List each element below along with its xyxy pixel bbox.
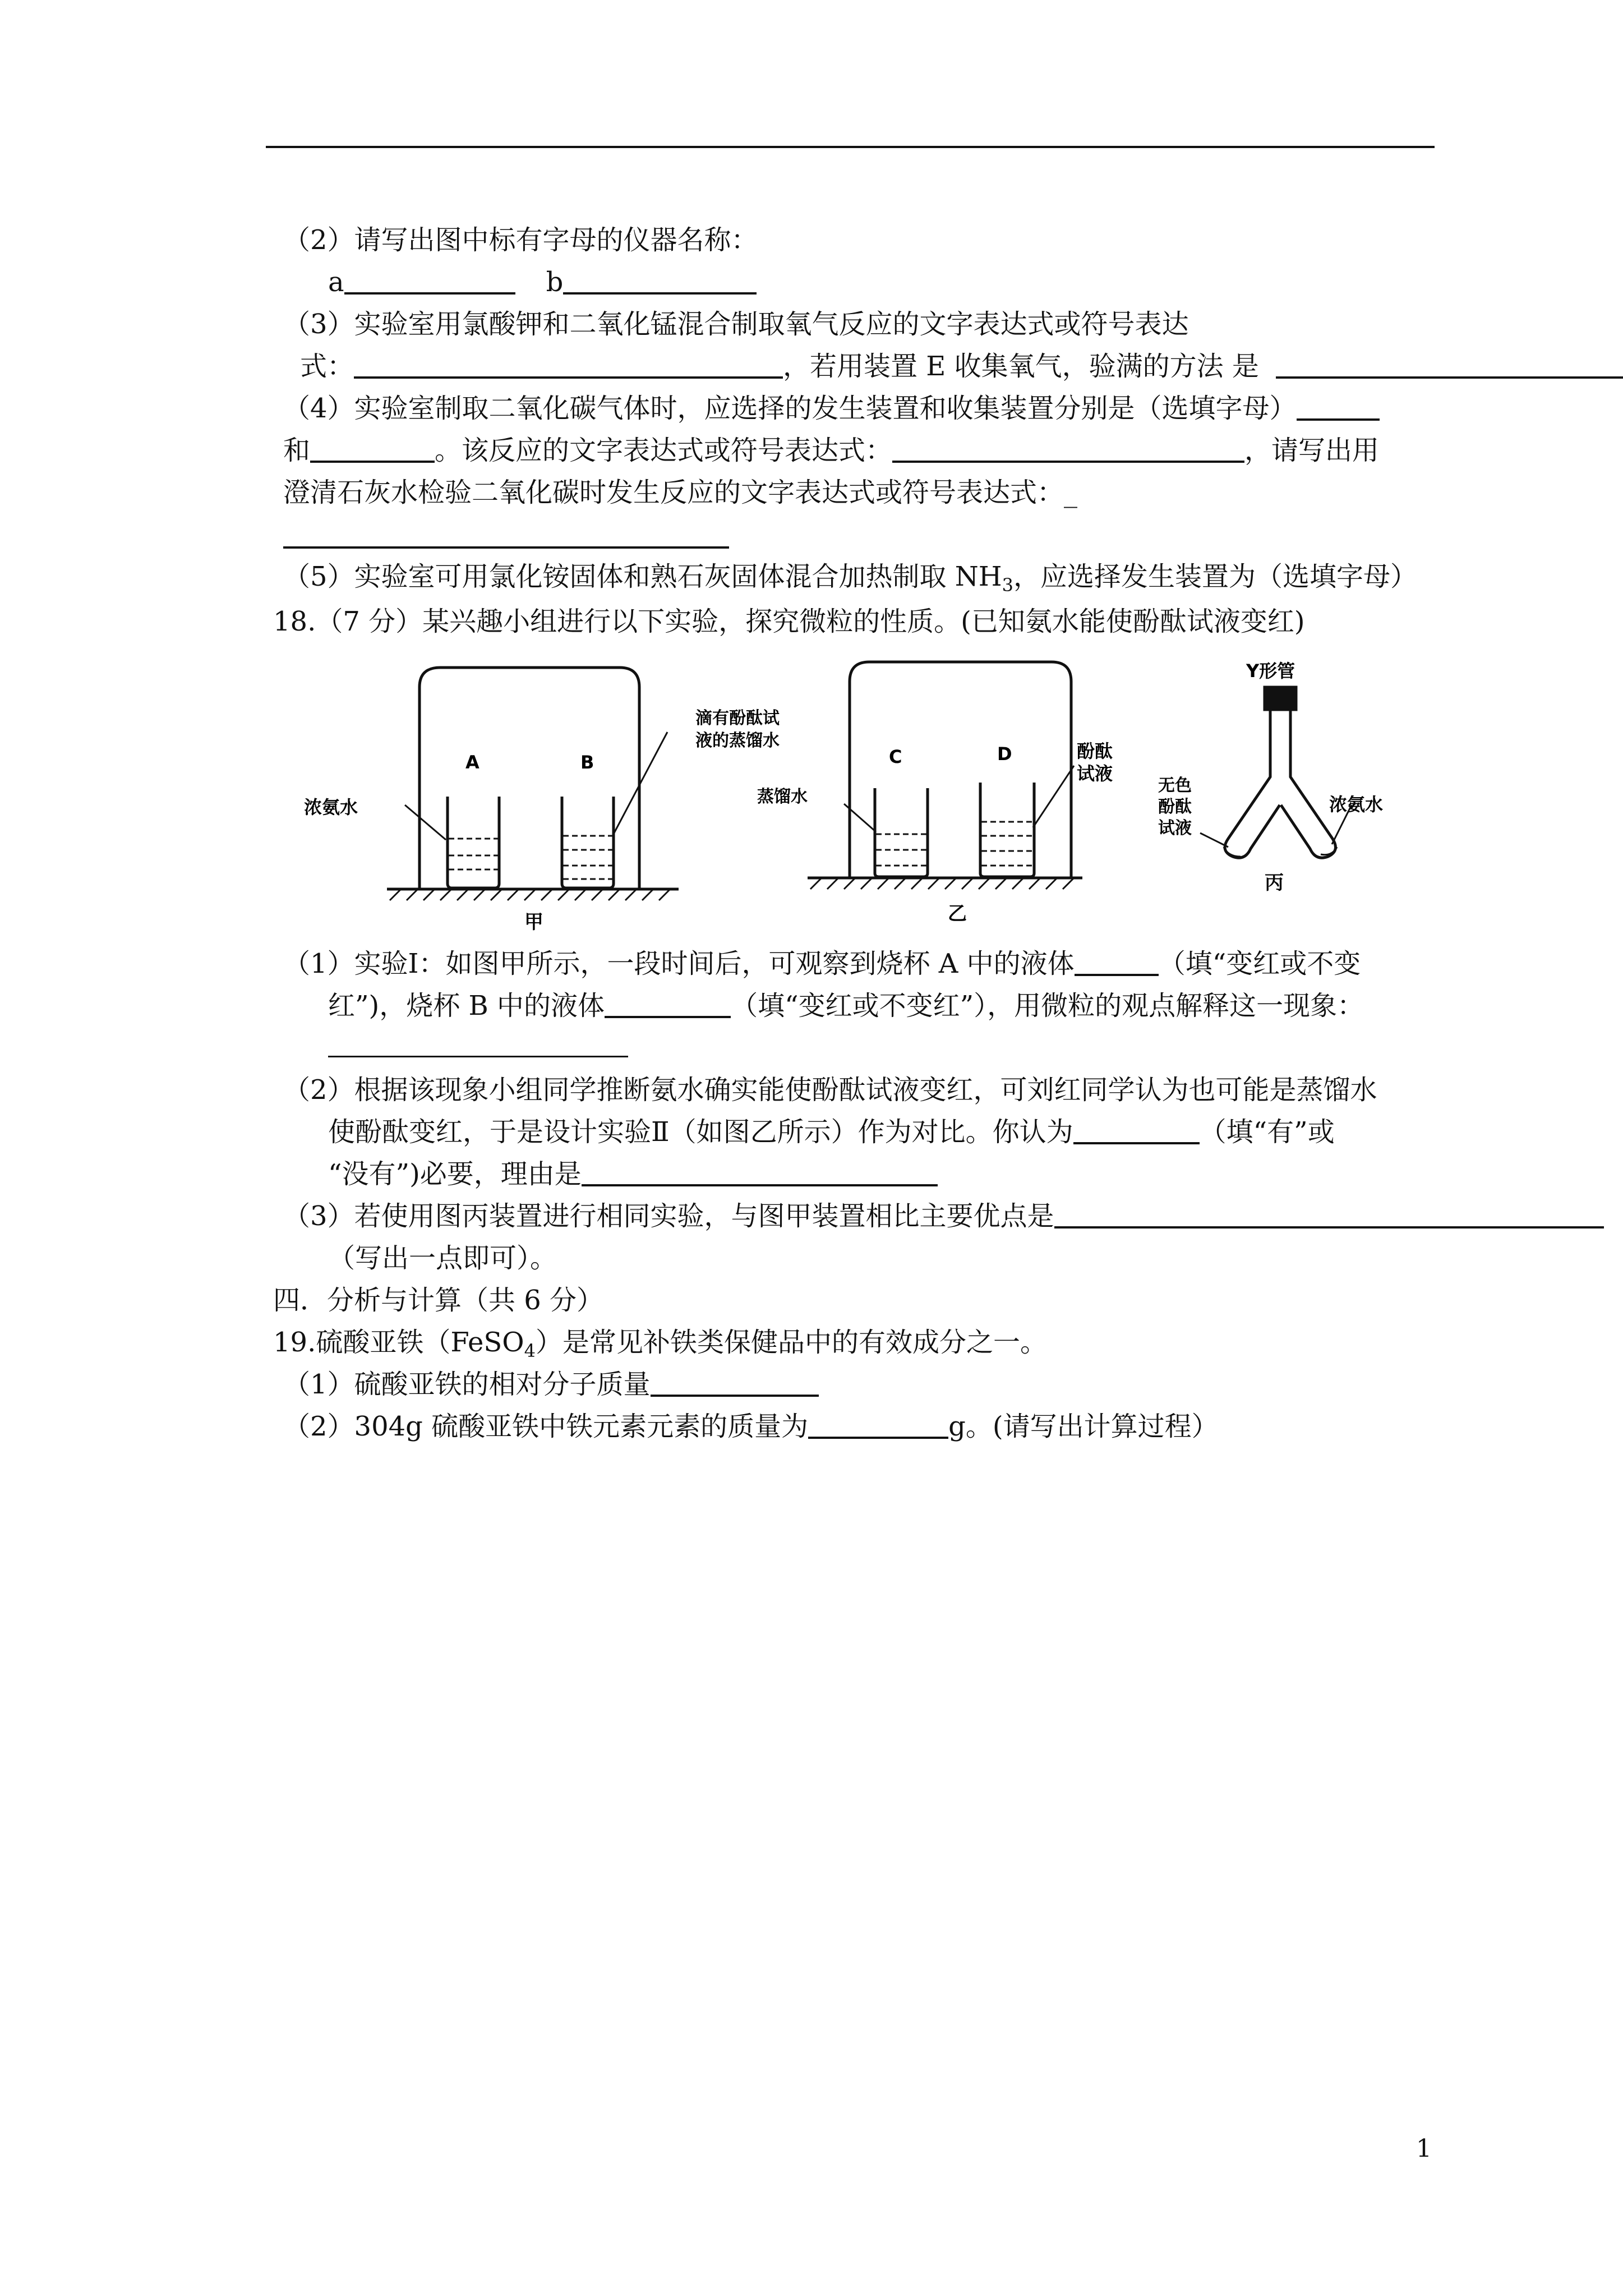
blank-equation-co2[interactable]: [892, 436, 1244, 463]
q18-part2-line1: （2）根据该现象小组同学推断氨水确实能使酚酞试液变红，可刘红同学认为也可能是蒸馏水: [283, 1074, 1377, 1106]
q18-header: 18.（7 分）某兴趣小组进行以下实验，探究微粒的性质。(已知氨水能使酚酞试液变红): [273, 606, 1305, 637]
q17-part4-line1: （4）实验室制取二氧化碳气体时，应选择的发生装置和收集装置分别是（选填字母）: [283, 392, 1380, 425]
caption-bing: 丙: [1265, 872, 1284, 894]
blank-molar-mass[interactable]: [651, 1370, 819, 1397]
q17-part4-line2: 和 。该反应的文字表达式或符号表达式： ，请写出用: [283, 435, 1380, 466]
q17-part3-line1: （3）实验室用氯酸钾和二氧化锰混合制取氧气反应的文字表达式或符号表达: [283, 309, 1189, 340]
q19-stem: 19.硫酸亚铁（FeSO$_4$）是常见补铁类保健品中的有效成分之一。: [273, 1327, 1048, 1361]
q17-part5: （5）实验室可用氯化铵固体和熟石灰固体混合加热制取 $NH_3$，应选择发生装置为（选填字母）: [283, 561, 1418, 596]
label-phenol-water-2: 液的蒸馏水: [695, 731, 780, 751]
q18-part2-line2: 使酚酞变红，于是设计实验Ⅱ（如图乙所示）作为对比。你认为 （填“有”或: [328, 1116, 1335, 1148]
blank-equation-o2[interactable]: [354, 352, 783, 379]
beaker-d-label: D: [997, 743, 1012, 765]
experiment-figure: [297, 654, 1453, 934]
q18-part3-line2: （写出一点即可）。: [328, 1243, 557, 1274]
blank-beaker-b[interactable]: [605, 991, 731, 1018]
section4-header: 四．分析与计算（共 6 分）: [273, 1285, 604, 1316]
blank-a[interactable]: [344, 268, 515, 295]
q18-part3-line1: （3）若使用图丙装置进行相同实验，与图甲装置相比主要优点是: [283, 1199, 1604, 1233]
blank-reason[interactable]: [582, 1159, 938, 1186]
q17-part3-line2: 式： ，若用装置 E 收集氧气，验满的方法 是: [300, 349, 1623, 383]
label-distilled-water: 蒸馏水: [757, 787, 808, 807]
label-phenol-water-1: 滴有酚酞试: [695, 708, 780, 728]
label-conc-ammonia-jia: 浓氨水: [304, 797, 358, 818]
blank-generator[interactable]: [1297, 394, 1380, 421]
label-a: a: [328, 266, 344, 298]
blank-b[interactable]: [563, 268, 757, 295]
q17-part4-line3: 澄清石灰水检验二氧化碳时发生反应的文字表达式或符号表达式：_: [283, 477, 1078, 508]
q18-part1-line2: 红”)，烧杯 B 中的液体 （填“变红或不变红”），用微粒的观点解释这一现象：: [328, 990, 1364, 1022]
beaker-b-label: B: [580, 752, 594, 773]
beaker-a-label: A: [465, 752, 479, 773]
label-colorless-1: 无色: [1158, 776, 1192, 795]
q19-part2: （2）304g 硫酸亚铁中铁元素元素的质量为 g。(请写出计算过程）: [283, 1411, 1219, 1442]
label-colorless-3: 试液: [1158, 818, 1192, 838]
header-rule: [266, 146, 1435, 148]
blank-collector[interactable]: [310, 436, 435, 463]
label-phenol-yi-2: 试液: [1077, 763, 1113, 784]
label-phenol-yi-1: 酚酞: [1077, 740, 1113, 762]
beaker-c-label: C: [889, 746, 902, 767]
label-colorless-2: 酚酞: [1158, 797, 1192, 817]
caption-yi: 乙: [948, 903, 967, 925]
blank-advantage[interactable]: [1054, 1202, 1604, 1228]
blank-necessary[interactable]: [1073, 1117, 1200, 1144]
q19-part1: （1）硫酸亚铁的相对分子质量: [283, 1368, 819, 1401]
blank-iron-mass[interactable]: [808, 1412, 948, 1439]
page-number: 1: [1416, 2134, 1432, 2163]
label-y-tube: Y形管: [1246, 660, 1295, 682]
blank-beaker-a[interactable]: [1075, 949, 1159, 976]
q17-part2-blanks: [328, 265, 757, 299]
blank-limewater-equation[interactable]: [283, 522, 729, 549]
blank-check-full[interactable]: [1276, 352, 1623, 379]
q17-part2: （2）请写出图中标有字母的仪器名称：: [283, 224, 758, 256]
blank-explanation[interactable]: [328, 1031, 628, 1057]
q18-part1-line1: （1）实验Ⅰ：如图甲所示，一段时间后，可观察到烧杯 A 中的液体 （填“变红或不变: [283, 948, 1361, 979]
q18-part2-line3: “没有”)必要，理由是: [328, 1157, 938, 1191]
label-conc-ammonia-bing: 浓氨水: [1329, 794, 1384, 815]
caption-jia: 甲: [524, 911, 543, 933]
label-b: b: [546, 266, 564, 298]
